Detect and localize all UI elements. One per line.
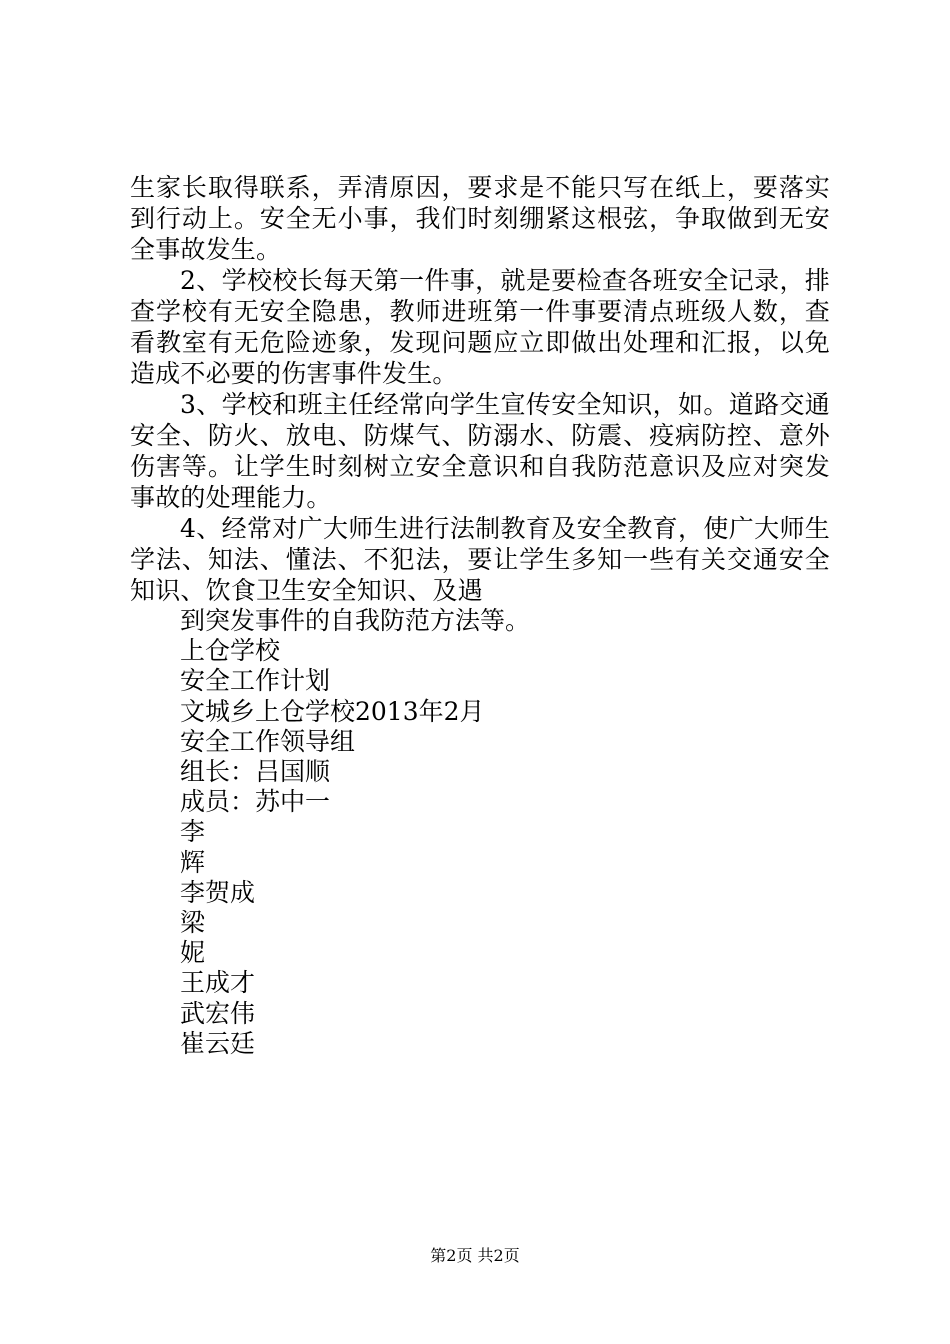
issuer-and-date: 文城乡上仓学校2013年2月 xyxy=(180,696,485,726)
member-name-line: 李 xyxy=(180,817,206,847)
document-title: 安全工作计划 xyxy=(180,666,331,696)
document-short-lines xyxy=(180,606,530,1059)
group-members: 成员：苏中一 xyxy=(180,787,331,817)
member-name-line: 王成才 xyxy=(180,968,256,998)
member-name-line: 妮 xyxy=(180,938,206,968)
leadership-group-heading: 安全工作领导组 xyxy=(180,726,356,756)
paragraph-item-3: 3、学校和班主任经常向学生宣传安全知识，如。道路交通安全、防火、放电、防煤气、防溺水、防震、疫病防控、意外伤害等。让学生时刻树立安全意识和自我防范意识及应对突发事故的处理能力。 xyxy=(130,390,830,512)
paragraph-continuation: 生家长取得联系，弄清原因，要求是不能只写在纸上，要落实到行动上。安全无小事，我们时刻绷紧这根弦，争取做到无安全事故发生。 xyxy=(130,173,830,264)
member-name-line: 李贺成 xyxy=(180,877,256,907)
paragraph-item-4: 4、经常对广大师生进行法制教育及安全教育，使广大师生学法、知法、懂法、不犯法，要让学生多知一些有关交通安全知识、饮食卫生安全知识、及遇 xyxy=(130,514,830,605)
member-name-line: 崔云廷 xyxy=(180,1028,256,1058)
member-name-line: 梁 xyxy=(180,908,206,938)
document-body xyxy=(130,172,830,606)
group-leader: 组长：吕国顺 xyxy=(180,757,331,787)
member-name-line: 辉 xyxy=(180,847,206,877)
page-footer: 第2页 共2页 xyxy=(430,1246,520,1265)
school-name: 上仓学校 xyxy=(180,636,281,666)
paragraph-item-2: 2、学校校长每天第一件事，就是要检查各班安全记录，排查学校有无安全隐患，教师进班第一件事要清点班级人数，查看教室有无危险迹象，发现问题应立即做出处理和汇报，以免造成不必要的伤害事件发生。 xyxy=(130,266,830,388)
member-name-line: 武宏伟 xyxy=(180,998,256,1028)
text-line-continuation: 到突发事件的自我防范方法等。 xyxy=(180,606,531,635)
